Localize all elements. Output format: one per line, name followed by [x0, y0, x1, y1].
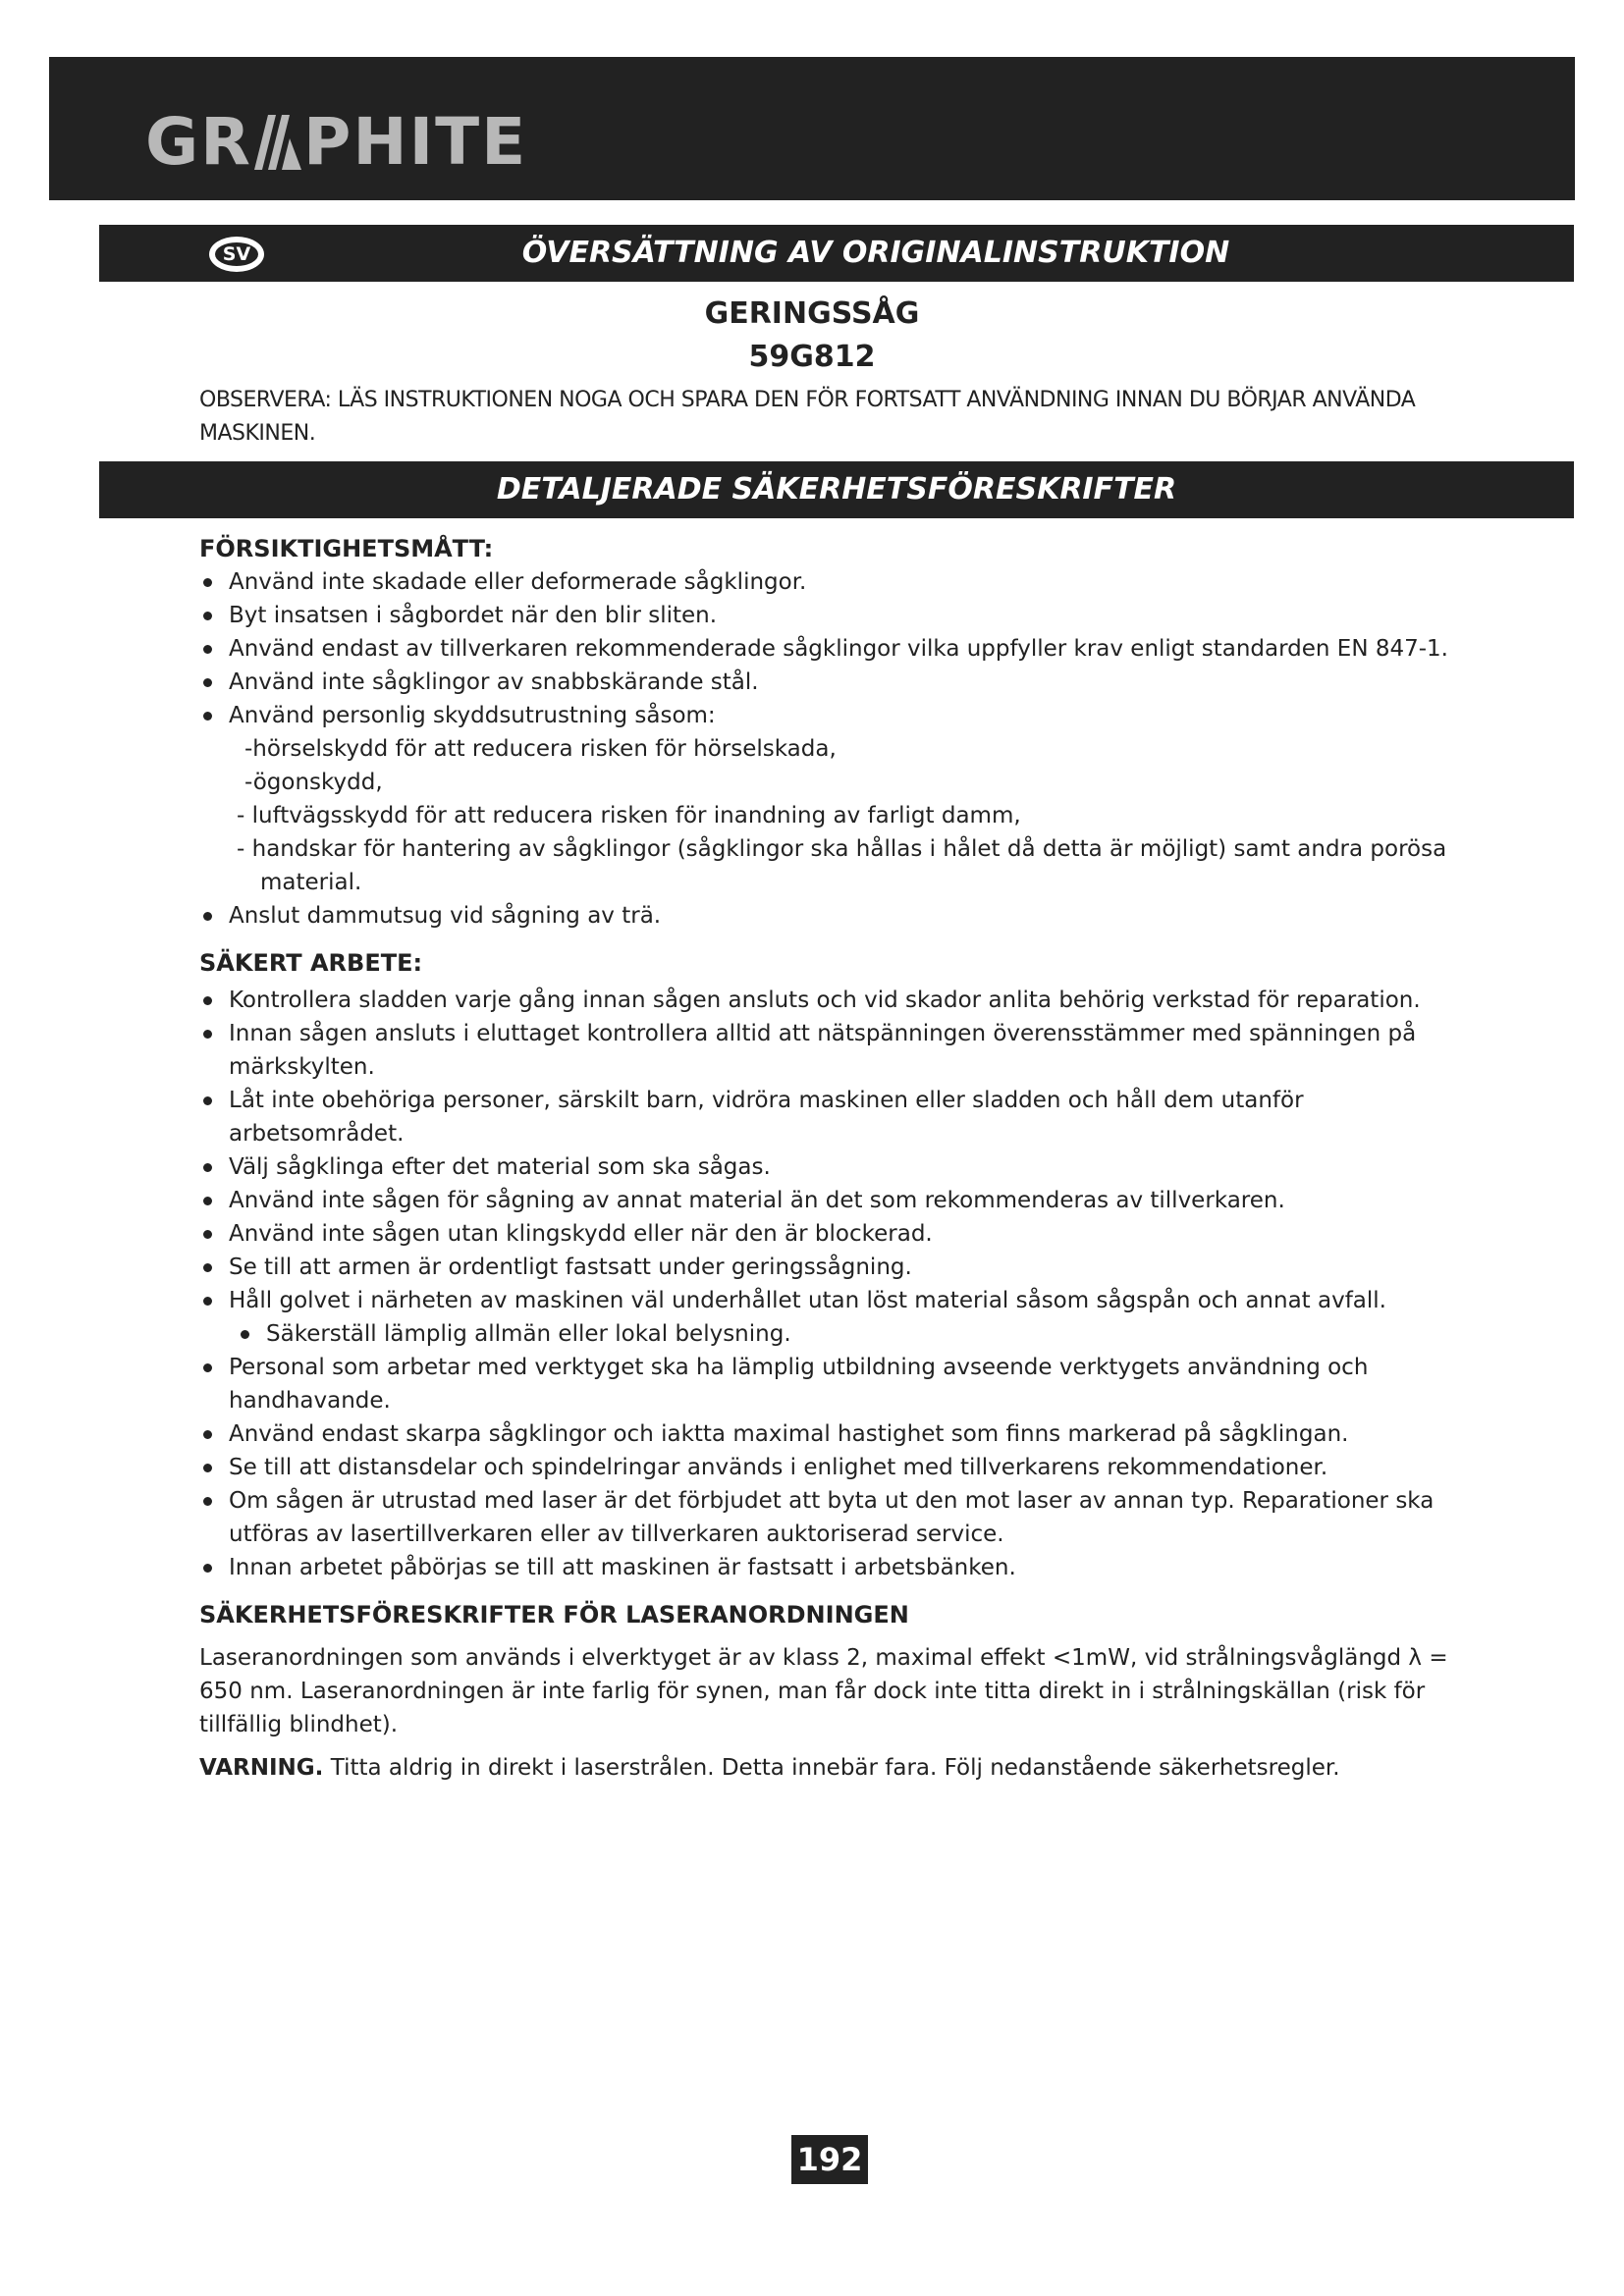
sub-list-item: -ögonskydd,: [244, 770, 383, 795]
sub-list-item: - handskar för hantering av sågklingor (sågklingor ska hållas i hålet då detta är möjligt) samt andra porösa material.: [237, 836, 1447, 895]
brand-slash-icon: [254, 115, 301, 170]
list-item: Låt inte obehöriga personer, särskilt barn, vidröra maskinen eller sladden och håll dem utanför arbetsområdet.: [199, 1084, 1476, 1150]
safety-band: [99, 461, 1574, 518]
list-item: Personal som arbetar med verktyget ska ha lämplig utbildning avseende verktygets användning och handhavande.: [199, 1351, 1476, 1417]
precautions-heading: FÖRSIKTIGHETSMÅTT:: [199, 535, 494, 562]
safe-work-list: [199, 984, 1476, 1584]
list-item: Använd inte sågen för sågning av annat material än det som rekommenderas av tillverkaren.: [199, 1184, 1476, 1217]
list-item: Välj sågklinga efter det material som ska sågas.: [199, 1150, 1476, 1184]
safety-band-title: DETALJERADE SÄKERHETSFÖRESKRIFTER: [496, 472, 1177, 507]
laser-paragraph: Laseranordningen som används i elverktyget är av klass 2, maximal effekt <1mW, vid strålningsvåglängd λ = 650 nm. Laseranordningen är inte farlig för synen, man får dock inte titta direkt in i strålningskällan (risk för tillfällig blindhet).: [199, 1645, 1448, 1737]
list-item: Använd inte sågklingor av snabbskärande stål.: [199, 666, 1476, 699]
language-badge-label: SV: [215, 242, 258, 266]
precautions-list: [199, 565, 1476, 933]
page-number: 192: [791, 2135, 868, 2184]
list-item: Håll golvet i närheten av maskinen väl underhållet utan löst material såsom sågspån och annat avfall.: [199, 1284, 1476, 1317]
language-badge: [209, 237, 264, 272]
list-item: Se till att distansdelar och spindelringar används i enlighet med tillverkarens rekommendationer.: [199, 1451, 1476, 1484]
safe-work-heading: SÄKERT ARBETE:: [199, 949, 423, 977]
laser-heading: SÄKERHETSFÖRESKRIFTER FÖR LASERANORDNINGEN: [199, 1601, 909, 1629]
product-model: 59G812: [748, 340, 876, 374]
brand-suffix: PHITE: [303, 104, 528, 180]
list-item: Byt insatsen i sågbordet när den blir sliten.: [199, 599, 1476, 632]
list-item: Använd endast skarpa sågklingor och iaktta maximal hastighet som finns markerad på sågklingan.: [199, 1417, 1476, 1451]
brand-prefix: GR: [145, 104, 252, 180]
translation-band: [99, 225, 1574, 282]
list-item: Om sågen är utrustad med laser är det förbjudet att byta ut den mot laser av annan typ. Reparationer ska utföras av lasertillverkaren eller av tillverkaren auktoriserad service.: [199, 1484, 1476, 1551]
list-item: Använd endast av tillverkaren rekommenderade sågklingor vilka uppfyller krav enligt standarden EN 847-1.: [199, 632, 1476, 666]
list-item: Kontrollera sladden varje gång innan sågen ansluts och vid skador anlita behörig verkstad för reparation.: [199, 984, 1476, 1017]
product-name: GERINGSSÅG: [704, 296, 920, 331]
list-item: Använd inte skadade eller deformerade sågklingor.: [199, 565, 1476, 599]
translation-title: ÖVERSÄTTNING AV ORIGINALINSTRUKTION: [521, 236, 1230, 270]
sub-list-item: - luftvägsskydd för att reducera risken för inandning av farligt damm,: [237, 803, 1021, 828]
list-item: Använd inte sågen utan klingskydd eller när den är blockerad.: [199, 1217, 1476, 1251]
list-item: Innan sågen ansluts i eluttaget kontrollera alltid att nätspänningen överensstämmer med spänningen på märkskylten.: [199, 1017, 1476, 1084]
laser-warning: [199, 1751, 1476, 1785]
sub-list-item: -hörselskydd för att reducera risken för hörselskada,: [244, 736, 837, 762]
brand-logo: [145, 104, 528, 180]
warning-label: VARNING.: [199, 1755, 324, 1781]
observera-notice: OBSERVERA: LÄS INSTRUKTIONEN NOGA OCH SPARA DEN FÖR FORTSATT ANVÄNDNING INNAN DU BÖRJAR ANVÄNDA MASKINEN.: [199, 388, 1416, 446]
list-item: Innan arbetet påbörjas se till att maskinen är fastsatt i arbetsbänken.: [199, 1551, 1476, 1584]
list-item: Säkerställ lämplig allmän eller lokal belysning.: [199, 1317, 1476, 1351]
content: [199, 532, 1476, 1785]
warning-text: Titta aldrig in direkt i laserstrålen. Detta innebär fara. Följ nedanstående säkerhetsregler.: [323, 1755, 1340, 1781]
list-item: Se till att armen är ordentligt fastsatt under geringssågning.: [199, 1251, 1476, 1284]
list-item: Använd personlig skyddsutrustning såsom:: [199, 699, 1476, 732]
list-item: Anslut dammutsug vid sågning av trä.: [199, 899, 1476, 933]
